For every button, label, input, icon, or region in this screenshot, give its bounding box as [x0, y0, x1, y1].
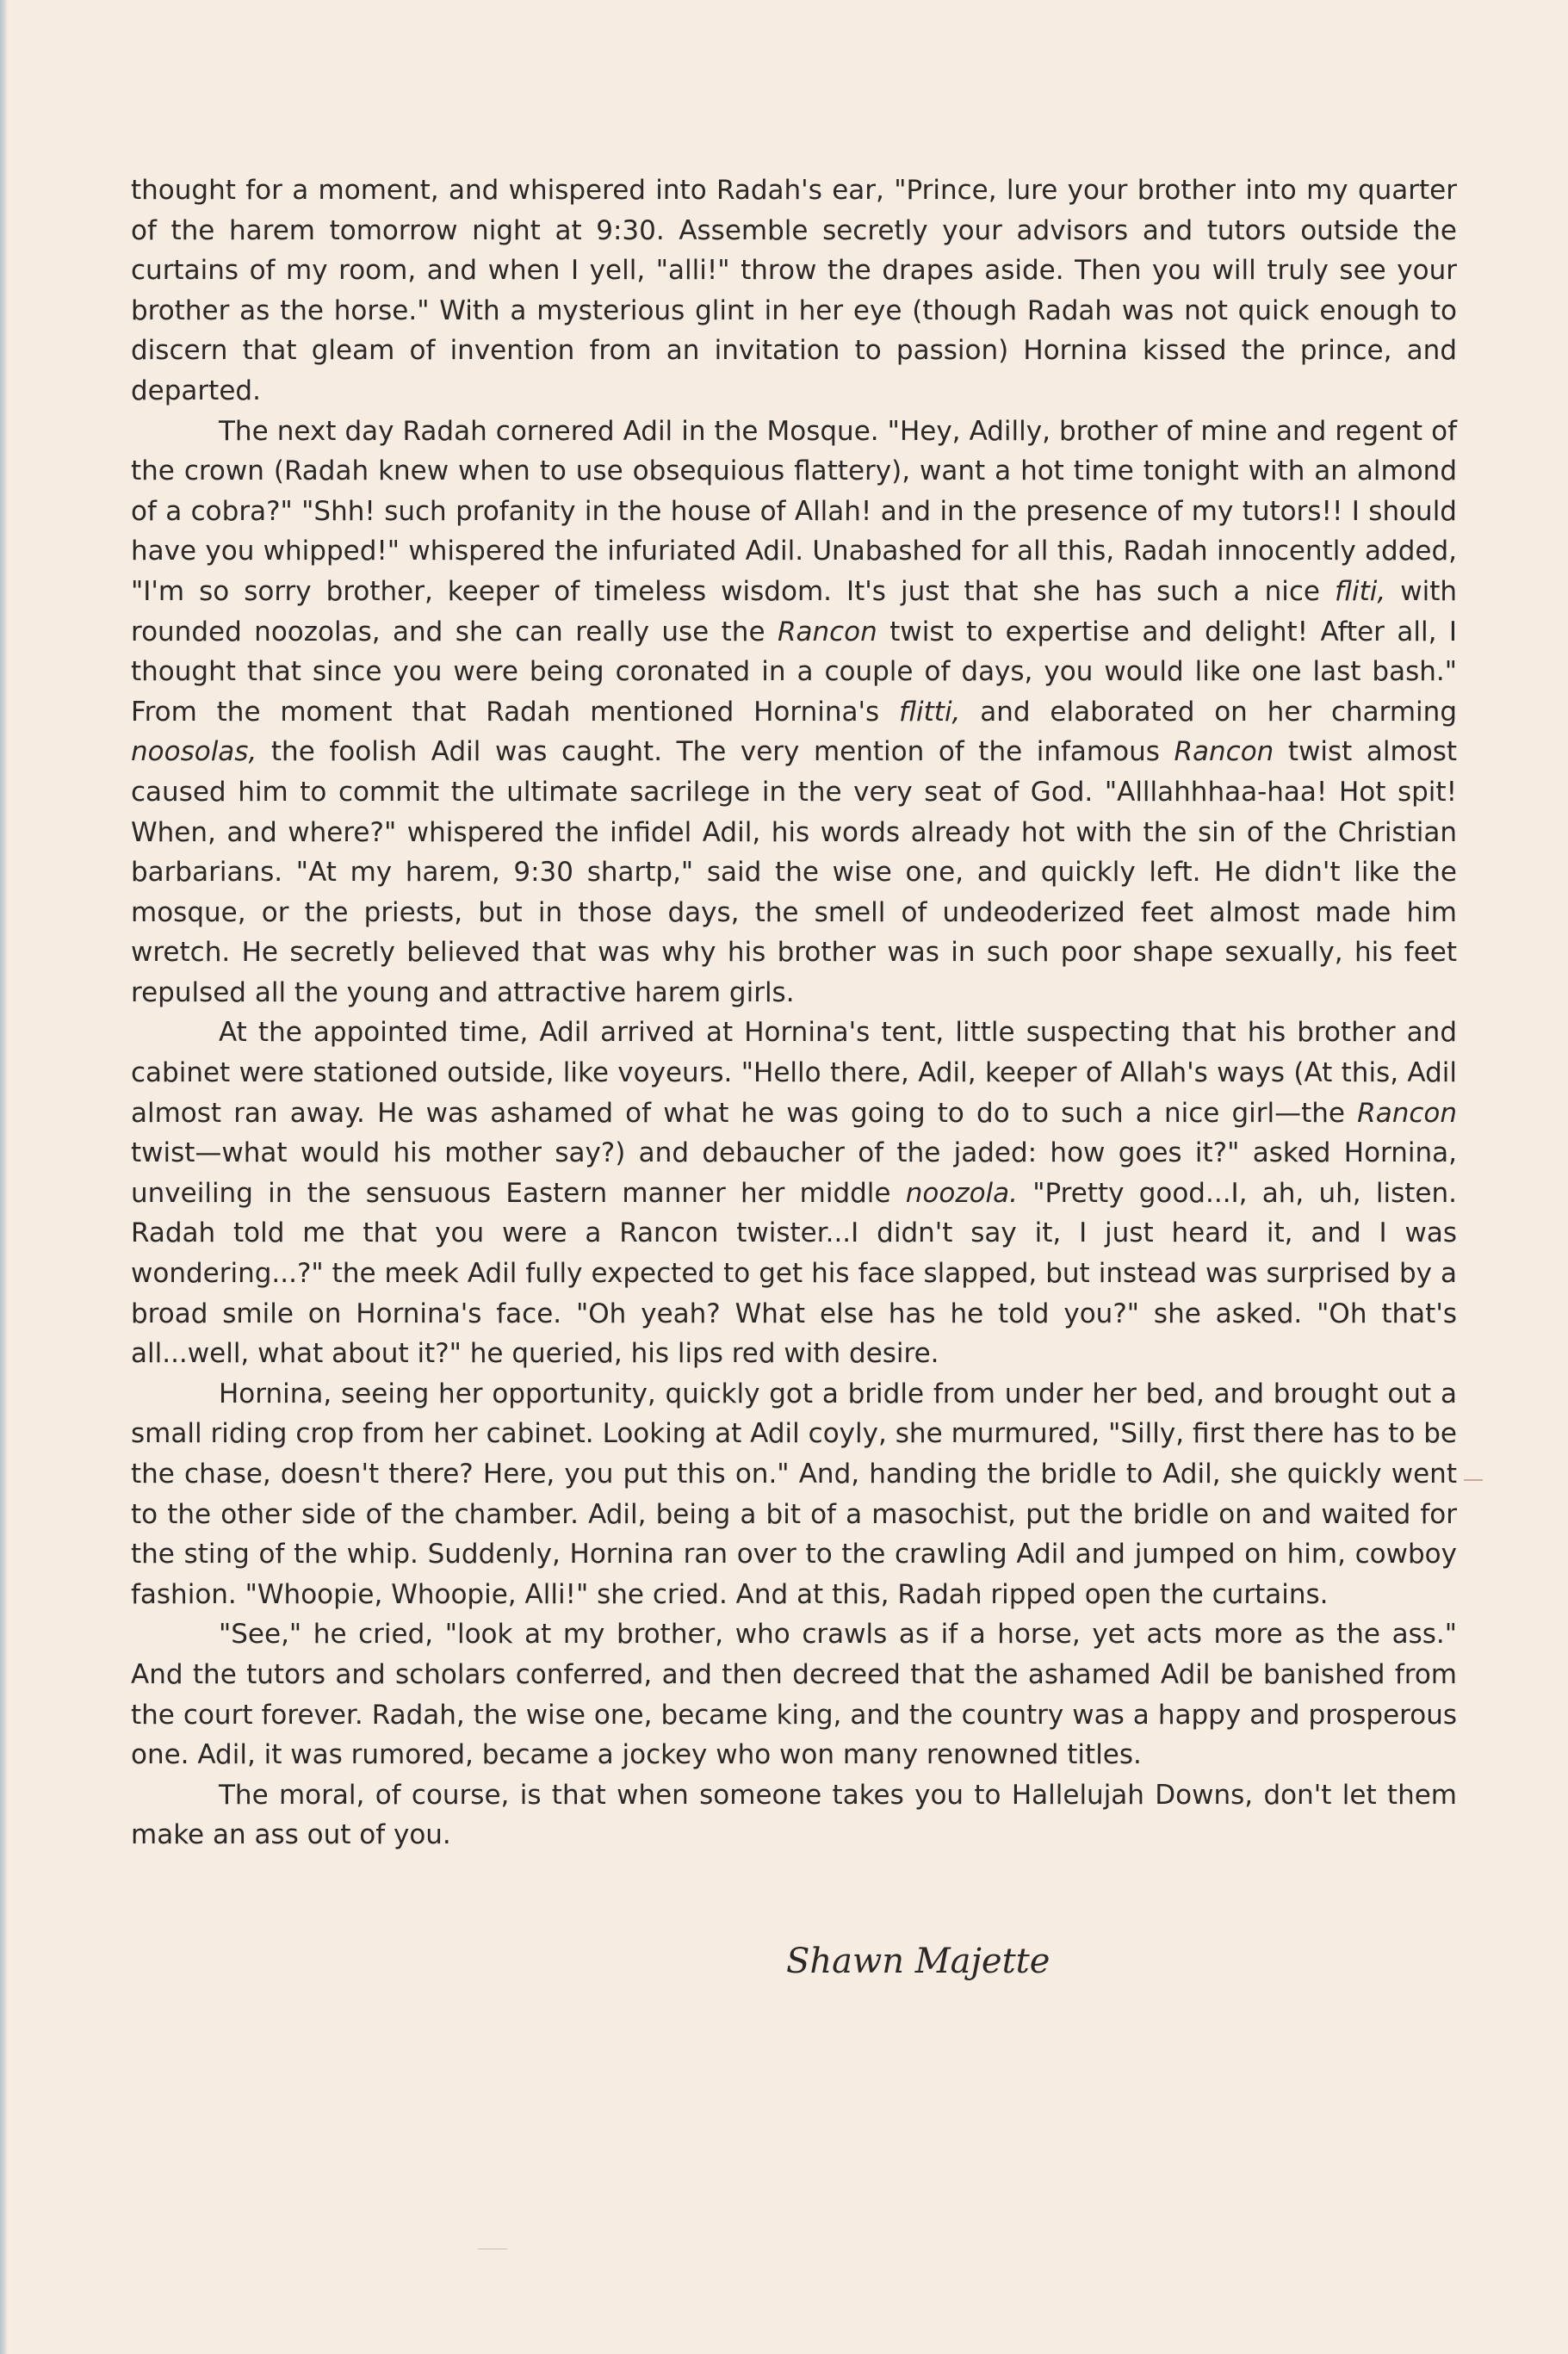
- text-run: and elaborated on her charming: [960, 696, 1457, 728]
- text-run: Hornina, seeing her opportunity, quickly got a bridle from under her bed, and brought out a small riding crop from her cabinet. Looking at Adil coyly, she murmured, "Silly, first there has to be the chase, doesn't there? Here, you put this on." And, handing the bridle to Adil, she quickly went to the other side of the chamber. Adil, being a bit of a masochist, put the bridle on and waited for the sting of the whip. Suddenly, Hornina ran over to the crawling Adil and jumped on him, cowboy fashion. "Whoopie, Whoopie, Alli!" she cried. And at this, Radah ripped open the curtains.: [131, 1378, 1457, 1610]
- text-run: At the appointed time, Adil arrived at Hornina's tent, little suspecting that his brother and cabinet were stationed outside, like voyeurs. "Hello there, Adil, keeper of Allah's ways (At this, Adil almost ran away. He was ashamed of what he was going to do to such a nice girl—the: [131, 1017, 1457, 1129]
- italic-term: flitti,: [899, 696, 961, 728]
- author-signature: Shawn Majette: [786, 1942, 1050, 1981]
- paragraph-3: [131, 1013, 1457, 1373]
- text-run: with rounded noozolas, and she can really use the: [131, 575, 1457, 647]
- paragraph-2: [131, 412, 1457, 1013]
- text-run: the foolish Adil was caught. The very mention of the infamous: [257, 736, 1174, 768]
- italic-term: noozola.: [905, 1177, 1019, 1209]
- paragraph-4: [131, 1374, 1457, 1615]
- italic-term: Rancon: [777, 616, 877, 647]
- text-run: twist—what would his mother say?) and debaucher of the jaded: how goes it?" asked Hornina, unveiling in the sensuous Eastern manner her middle: [131, 1137, 1457, 1209]
- text-run: "See," he cried, "look at my brother, who crawls as if a horse, yet acts more as the ass." And the tutors and scholars conferred, and then decreed that the ashamed Adil be banished from the court forever. Radah, the wise one, became king, and the country was a happy and prosperous one. Adil, it was rumored, became a jockey who won many renowned titles.: [131, 1619, 1457, 1771]
- italic-term: Rancon: [1174, 736, 1274, 768]
- binding-edge: [0, 0, 8, 2354]
- margin-tick-mark: [1464, 1479, 1483, 1481]
- italic-term: fliti,: [1334, 575, 1386, 607]
- italic-term: noosolas,: [131, 736, 257, 768]
- text-run: The moral, of course, is that when someone takes you to Hallelujah Downs, don't let them make an ass out of you.: [131, 1779, 1457, 1851]
- text-run: twist to expertise and delight! After all, I thought that since you were being coronated in a couple of days, you would like one last bash." From the moment that Radah mentioned Hornina's: [131, 616, 1457, 728]
- text-run: The next day Radah cornered Adil in the Mosque. "Hey, Adilly, brother of mine and regent of the crown (Radah knew when to use obsequious flattery), want a hot time tonight with an almond of a cobra?" "Shh! such profanity in the house of Allah! and in the presence of my tutors!! I should have you whipped!" whispered the infuriated Adil. Unabashed for all this, Radah innocently added, "I'm so sorry brother, keeper of timeless wisdom. It's just that she has such a nice: [131, 415, 1457, 607]
- text-run: "Pretty good...I, ah, uh, listen. Radah told me that you were a Rancon twister...I didn't say it, I just heard it, and I was wondering...?" the meek Adil fully expected to get his face slapped, but instead was surprised by a broad smile on Hornina's face. "Oh yeah? What else has he told you?" she asked. "Oh that's all...well, what about it?" he queried, his lips red with desire.: [131, 1177, 1457, 1370]
- italic-term: Rancon: [1357, 1097, 1457, 1129]
- story-text-block: [131, 170, 1457, 1855]
- text-run: thought for a moment, and whispered into Radah's ear, "Prince, lure your brother into my quarter of the harem tomorrow night at 9:30. Assemble secretly your advisors and tutors outside the curtains of my room, and when I yell, "alli!" throw the drapes aside. Then you will truly see your brother as the horse." With a mysterious glint in her eye (though Radah was not quick enough to discern that gleam of invention from an invitation to passion) Hornina kissed the prince, and departed.: [131, 175, 1457, 406]
- paragraph-5: [131, 1614, 1457, 1775]
- paragraph-1: [131, 170, 1457, 412]
- text-run: twist almost caused him to commit the ultimate sacrilege in the very seat of God. "Alllahhhaa-haa! Hot spit! When, and where?" whispered the infidel Adil, his words already hot with the sin of the Christian barbarians. "At my harem, 9:30 shartp," said the wise one, and quickly left. He didn't like the mosque, or the priests, but in those days, the smell of undeoderized feet almost made him wretch. He secretly believed that was why his brother was in such poor shape sexually, his feet repulsed all the young and attractive harem girls.: [131, 736, 1457, 1008]
- bottom-ink-mark: [478, 2248, 507, 2250]
- paragraph-6: [131, 1775, 1457, 1855]
